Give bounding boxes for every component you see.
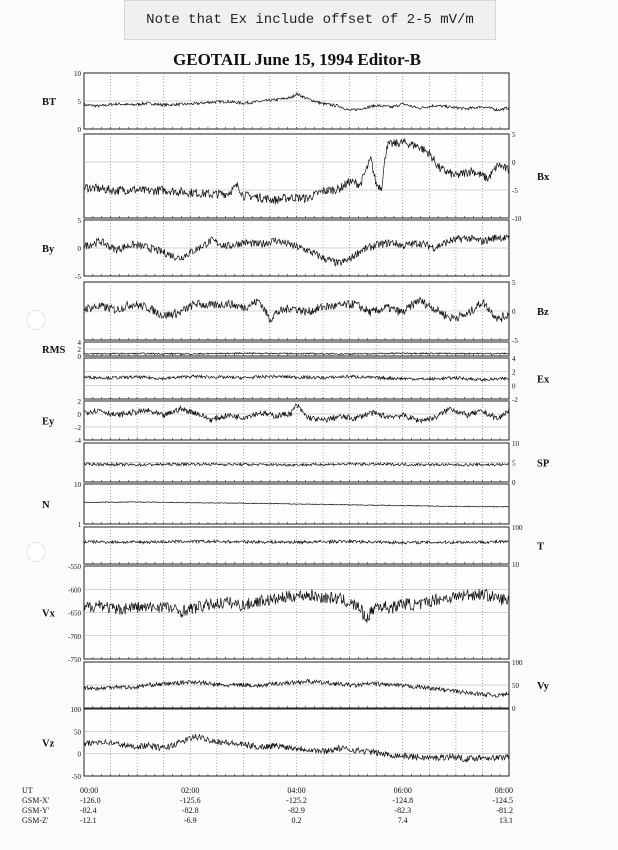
panel-label-t: T <box>537 541 545 553</box>
y-tick-label-sp: 10 <box>512 440 519 448</box>
y-tick-label-bt: 0 <box>77 126 81 134</box>
y-tick-label-vx: -700 <box>68 632 81 641</box>
y-tick-label-sp: 0 <box>512 479 516 487</box>
y-tick-label-vx: -550 <box>68 563 81 571</box>
ephemeris-value: -124.5 <box>492 796 513 805</box>
ephemeris-value: -12.1 <box>80 816 97 825</box>
y-tick-label-bx: -5 <box>512 187 518 195</box>
y-tick-label-ey: 0 <box>77 411 81 419</box>
panel-label-bt: BT <box>42 97 57 108</box>
panel-label-vx: Vx <box>42 608 55 620</box>
y-tick-label-vz: -50 <box>71 773 81 781</box>
ephemeris-value: -81.2 <box>496 806 513 815</box>
y-tick-label-by: 0 <box>77 245 81 253</box>
y-tick-label-bz: 5 <box>512 279 516 287</box>
panel-label-ex: Ex <box>537 374 550 386</box>
y-tick-label-rms: 0 <box>77 353 81 361</box>
panel-label-vy: Vy <box>537 681 549 692</box>
y-tick-label-vz: 50 <box>74 728 81 737</box>
ephemeris-value: 7.4 <box>397 816 408 825</box>
ephemeris-value: 0.2 <box>291 816 302 825</box>
x-tick-label: 02:00 <box>181 786 200 795</box>
chart-title: GEOTAIL June 15, 1994 Editor-B <box>173 50 421 69</box>
y-tick-label-t: 10 <box>512 561 519 569</box>
y-tick-label-sp: 5 <box>512 459 516 468</box>
panel-label-sp: SP <box>537 458 550 470</box>
ephemeris-value: -6.9 <box>183 816 197 825</box>
y-tick-label-rms: 4 <box>77 339 81 347</box>
y-tick-label-ey: 2 <box>77 398 81 406</box>
panel-label-n: N <box>42 500 50 511</box>
y-tick-label-rms: 2 <box>77 346 81 354</box>
y-tick-label-ex: 4 <box>512 355 516 363</box>
ephemeris-row-label: UT <box>22 786 33 795</box>
y-tick-label-ey: -4 <box>75 437 81 445</box>
ephemeris-value: -82.9 <box>288 806 305 815</box>
panel-label-bx: Bx <box>537 172 550 183</box>
x-tick-label: 06:00 <box>393 786 412 795</box>
ephemeris-value: -82.4 <box>80 806 97 815</box>
y-tick-label-bx: 0 <box>512 159 516 167</box>
ephemeris-value: -82.8 <box>181 806 199 815</box>
y-tick-label-bx: -10 <box>512 215 522 223</box>
y-tick-label-bz: -5 <box>512 337 518 345</box>
y-tick-label-ex: -2 <box>512 396 518 404</box>
y-tick-label-ex: 2 <box>512 368 516 377</box>
y-tick-label-by: 5 <box>77 217 81 225</box>
ephemeris-row-label: GSM-Z' <box>22 816 49 825</box>
y-tick-label-ey: -2 <box>75 424 81 432</box>
y-tick-label-bx: 5 <box>512 131 516 139</box>
ephemeris-value: -125.2 <box>286 796 307 805</box>
y-tick-label-vy: 50 <box>512 682 519 690</box>
ephemeris-value: -126.0 <box>80 796 101 805</box>
y-tick-label-bt: 5 <box>77 98 81 106</box>
y-tick-label-t: 100 <box>512 524 523 532</box>
panel-label-ey: Ey <box>42 416 55 428</box>
y-tick-label-vy: 100 <box>512 659 523 667</box>
panel-label-vz: Vz <box>42 738 55 750</box>
ephemeris-value: 13.1 <box>499 816 513 825</box>
y-tick-label-n: 10 <box>74 481 81 489</box>
y-tick-label-vy: 0 <box>512 705 516 713</box>
y-tick-label-vz: 100 <box>70 706 81 714</box>
ephemeris-value: -124.8 <box>392 796 414 805</box>
y-tick-label-bt: 10 <box>74 70 81 78</box>
ephemeris-value: -82.3 <box>394 806 412 815</box>
panel-label-by: By <box>42 244 55 255</box>
y-tick-label-ex: 0 <box>512 382 516 391</box>
x-tick-label: 08:00 <box>494 786 513 795</box>
panel-label-bz: Bz <box>537 307 549 318</box>
x-tick-label: 00:00 <box>80 786 99 795</box>
y-tick-label-vx: -750 <box>68 656 81 664</box>
y-tick-label-vz: 0 <box>77 750 81 759</box>
y-tick-label-vx: -650 <box>68 609 81 618</box>
x-tick-label: 04:00 <box>287 786 306 795</box>
y-tick-label-by: -5 <box>75 273 81 281</box>
ephemeris-row-label: GSM-X' <box>22 796 50 805</box>
ephemeris-row-label: GSM-Y' <box>22 806 50 815</box>
y-tick-label-n: 1 <box>77 521 81 529</box>
ephemeris-value: -125.6 <box>179 796 201 805</box>
y-tick-label-bz: 0 <box>512 308 516 316</box>
offset-note: Note that Ex include offset of 2-5 mV/m <box>124 0 496 40</box>
panel-label-rms: RMS <box>42 345 66 356</box>
y-tick-label-vx: -600 <box>68 586 81 595</box>
